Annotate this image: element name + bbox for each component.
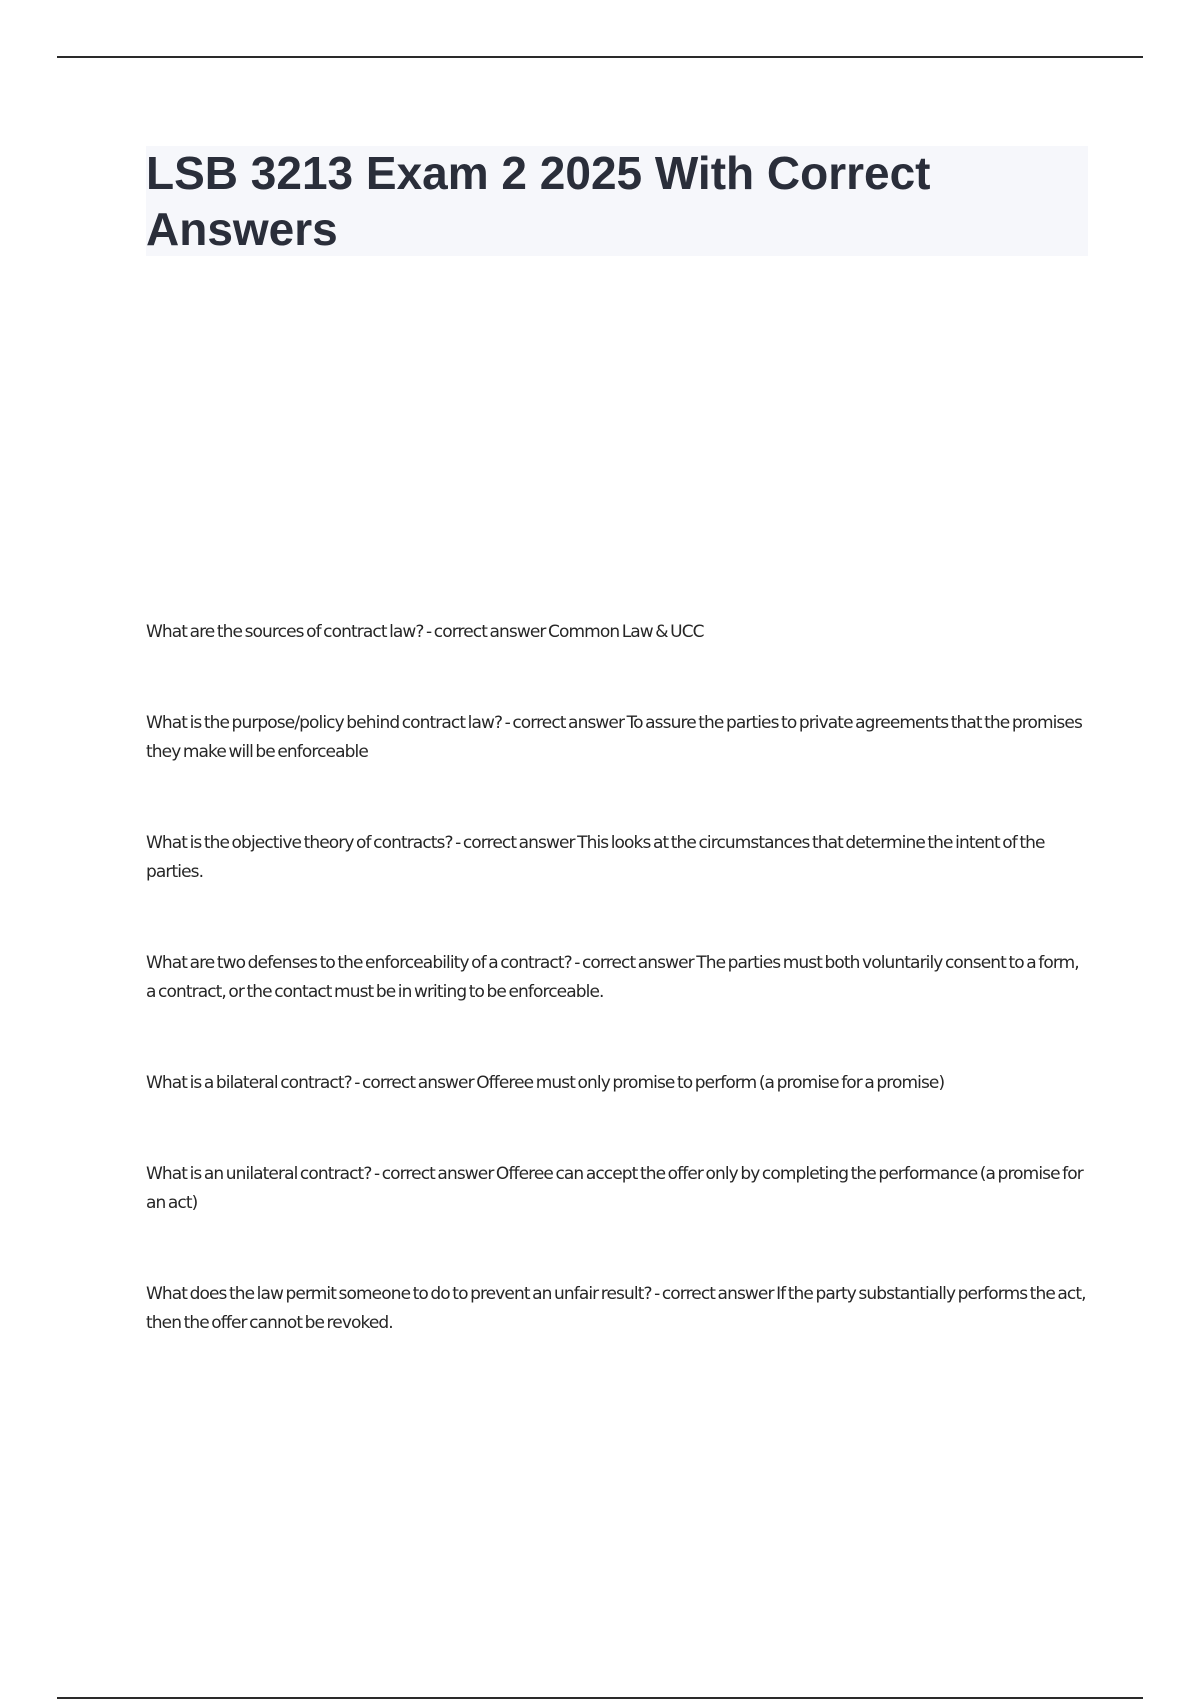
qa-item: What is an unilateral contract? - correct answer Offeree can accept the offer only by completing the performance (a promise for an act) xyxy=(146,1164,1083,1213)
qa-item: What are the sources of contract law? - correct answer Common Law & UCC xyxy=(146,622,704,642)
document-title: LSB 3213 Exam 2 2025 With Correct Answers xyxy=(146,147,931,255)
qa-item: What is the objective theory of contracts? - correct answer This looks at the circumstances that determine the intent of the parties. xyxy=(146,833,1045,882)
bottom-divider xyxy=(57,1697,1143,1699)
qa-item: What is a bilateral contract? - correct answer Offeree must only promise to perform (a promise for a promise) xyxy=(146,1073,945,1093)
qa-item: What does the law permit someone to do to prevent an unfair result? - correct answer If the party substantially performs the act, then the offer cannot be revoked. xyxy=(146,1284,1086,1333)
qa-item: What is the purpose/policy behind contract law? - correct answer To assure the parties to private agreements that the promises they make will be enforceable xyxy=(146,713,1082,762)
qa-list xyxy=(146,618,1086,1400)
qa-item: What are two defenses to the enforceability of a contract? - correct answer The parties must both voluntarily consent to a form, a contract, or the contact must be in writing to be enforceable. xyxy=(146,953,1079,1002)
top-divider xyxy=(57,56,1143,58)
title-block xyxy=(146,146,1088,256)
